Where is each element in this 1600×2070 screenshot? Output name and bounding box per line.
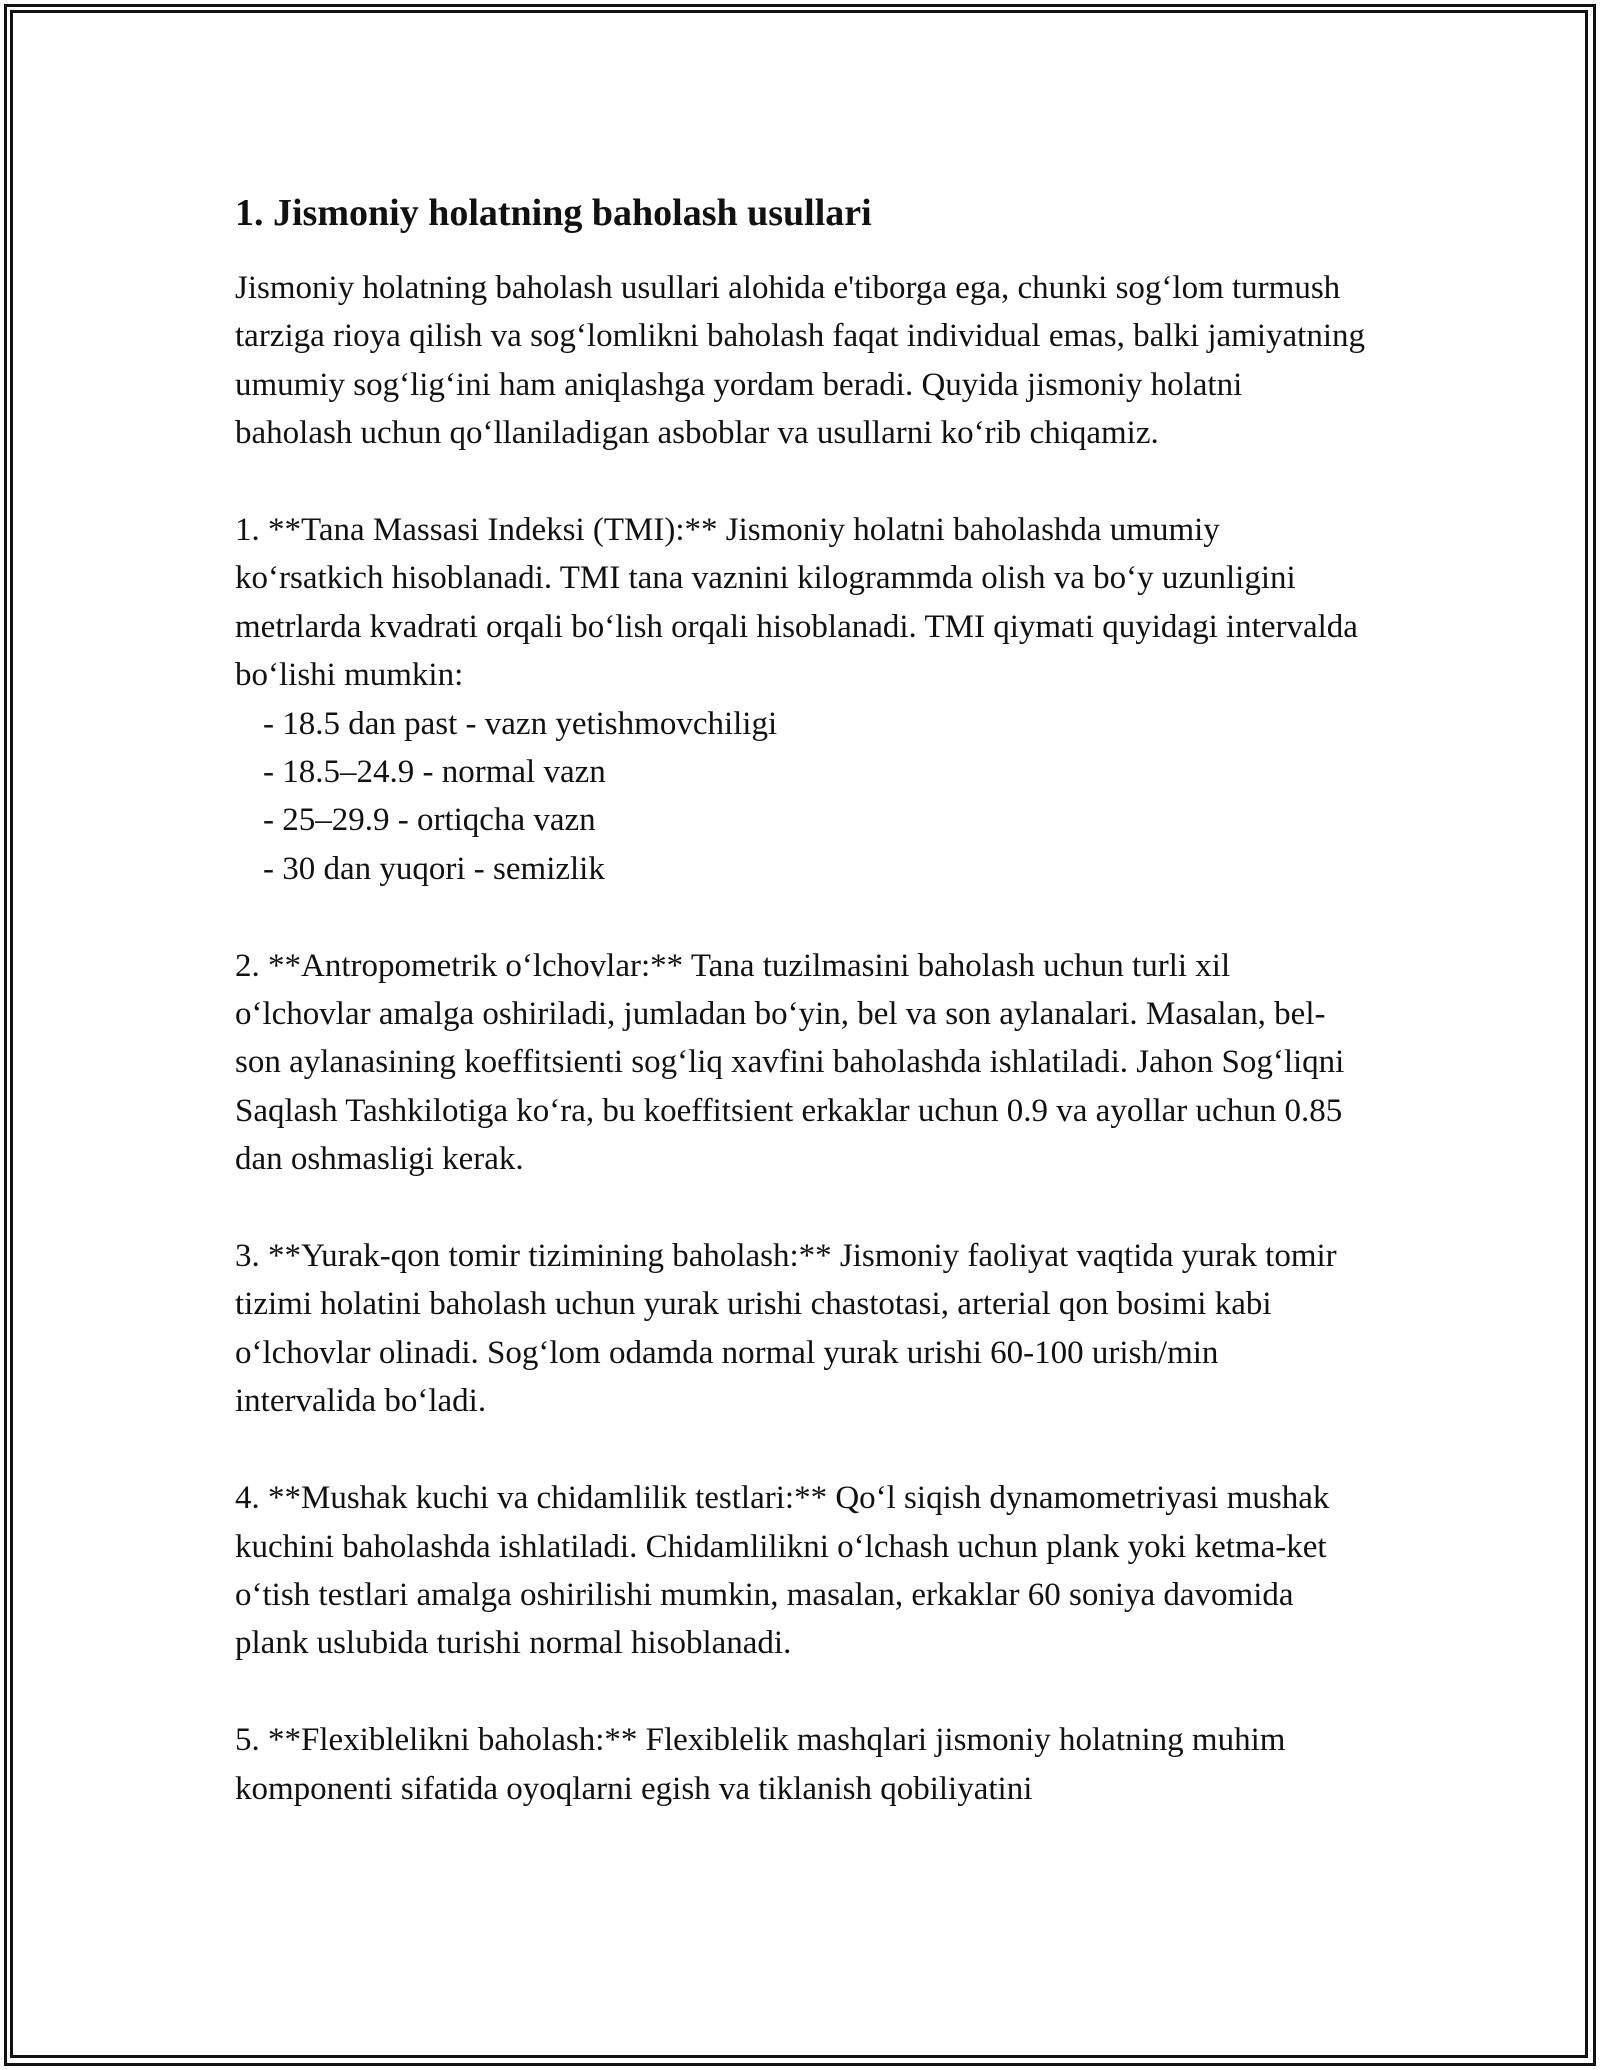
flexibility-paragraph: 5. **Flexiblelikni baholash:** Flexiblelik mashqlari jismoniy holatning muhim komponenti sifatida oyoqlarni egish va tiklanish qobiliyatini: [235, 1722, 1286, 1807]
list-item: - 30 dan yuqori - semizlik: [263, 850, 605, 887]
anthropometric-paragraph: 2. **Antropometrik o‘lchovlar:** Tana tuzilmasini baholash uchun turli xil o‘lchovlar amalga oshiriladi, jumladan bo‘yin, bel va son aylanalari. Masalan, bel-son aylanasining koeffitsienti sog‘liq xavfini baholashda ishlatiladi. Jahon Sog‘liqni Saqlash Tashkilotiga ko‘ra, bu koeffitsient erkaklar uchun 0.9 va ayollar uchun 0.85 dan oshmasligi kerak.: [235, 947, 1345, 1178]
section-heading: 1. Jismoniy holatning baholash usullari: [235, 192, 872, 234]
list-item: - 18.5 dan past - vazn yetishmovchiligi: [263, 705, 778, 742]
tmi-paragraph: 1. **Tana Massasi Indeksi (TMI):** Jismoniy holatni baholashda umumiy ko‘rsatkich hisoblanadi. TMI tana vaznini kilogrammda olish va bo‘y uzunligini metrlarda kvadrati orqali bo‘lish orqali hisoblanadi. TMI qiymati quyidagi intervalda bo‘lishi mumkin:: [235, 512, 1358, 694]
cardiovascular-paragraph: 3. **Yurak-qon tomir tizimining baholash:** Jismoniy faoliyat vaqtida yurak tomir tizimi holatini baholash uchun yurak urishi chastotasi, arterial qon bosimi kabi o‘lchovlar olinadi. Sog‘lom odamda normal yurak urishi 60-100 urish/min intervalida bo‘ladi.: [235, 1238, 1337, 1420]
tmi-range-list: [235, 700, 1365, 894]
section-tmi: [235, 506, 1365, 893]
document-body: [235, 188, 1365, 1861]
list-item: - 18.5–24.9 - normal vazn: [263, 754, 606, 791]
intro-paragraph: Jismoniy holatning baholash usullari alohida e'tiborga ega, chunki sog‘lom turmush tarziga rioya qilish va sog‘lomlikni baholash faqat individual emas, balki jamiyatning umumiy sog‘lig‘ini ham aniqlashga yordam beradi. Quyida jismoniy holatni baholash uchun qo‘llaniladigan asboblar va usullarni ko‘rib chiqamiz.: [235, 270, 1365, 452]
muscle-strength-paragraph: 4. **Mushak kuchi va chidamlilik testlari:** Qo‘l siqish dynamometriyasi mushak kuchini baholashda ishlatiladi. Chidamlilikni o‘lchash uchun plank yoki ketma-ket o‘tish testlari amalga oshirilishi mumkin, masalan, erkaklar 60 soniya davomida plank uslubida turishi normal hisoblanadi.: [235, 1480, 1330, 1662]
list-item: - 25–29.9 - ortiqcha vazn: [263, 802, 596, 839]
